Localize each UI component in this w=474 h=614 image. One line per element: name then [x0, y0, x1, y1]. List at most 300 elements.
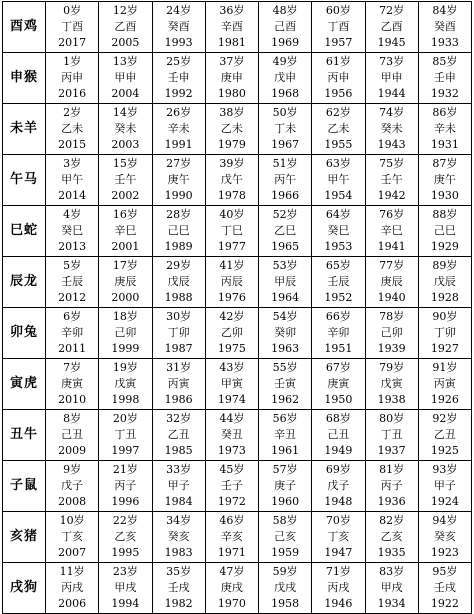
- table-cell: [99, 512, 152, 563]
- ganzhi-text: 戊辰: [167, 275, 190, 288]
- age-text: 21岁: [112, 463, 138, 476]
- year-text: 1936: [377, 495, 406, 508]
- year-text: 1970: [217, 597, 246, 610]
- year-text: 1994: [111, 597, 140, 610]
- ganzhi-text: 癸丑: [220, 428, 243, 441]
- year-text: 1986: [164, 393, 193, 406]
- year-text: 2002: [111, 189, 140, 202]
- year-text: 1944: [377, 87, 406, 100]
- year-text: 1934: [377, 597, 406, 610]
- ganzhi-text: 壬戌: [433, 581, 456, 594]
- age-text: 62岁: [325, 106, 351, 119]
- year-text: 1992: [164, 87, 193, 100]
- age-text: 64岁: [325, 208, 351, 221]
- age-text: 59岁: [272, 565, 298, 578]
- ganzhi-text: 庚寅: [61, 377, 84, 390]
- year-text: 1985: [164, 444, 193, 457]
- year-text: 1932: [430, 87, 459, 100]
- ganzhi-text: 癸巳: [61, 224, 84, 237]
- ganzhi-text: 壬辰: [61, 275, 84, 288]
- year-text: 1949: [324, 444, 353, 457]
- table-cell: [205, 155, 258, 206]
- table-cell: [365, 410, 418, 461]
- age-text: 9岁: [63, 463, 82, 476]
- age-text: 22岁: [112, 514, 138, 527]
- ganzhi-text: 戊子: [61, 479, 84, 492]
- age-text: 14岁: [112, 106, 138, 119]
- zodiac-label: 丑牛: [3, 410, 46, 461]
- year-text: 1988: [164, 291, 193, 304]
- table-cell: [152, 563, 205, 614]
- ganzhi-text: 乙巳: [274, 224, 297, 237]
- table-cell: [152, 206, 205, 257]
- table-cell: [259, 206, 312, 257]
- table-cell: [99, 2, 152, 53]
- ganzhi-text: 丁亥: [61, 530, 84, 543]
- table-row: [3, 308, 472, 359]
- ganzhi-text: 戊寅: [380, 377, 403, 390]
- year-text: 1922: [430, 597, 459, 610]
- table-cell: [259, 257, 312, 308]
- age-text: 39岁: [219, 157, 245, 170]
- year-text: 2000: [111, 291, 140, 304]
- age-text: 57岁: [272, 463, 298, 476]
- age-text: 72岁: [379, 4, 405, 17]
- year-text: 1971: [217, 546, 246, 559]
- year-text: 1927: [430, 342, 459, 355]
- table-cell: [365, 155, 418, 206]
- year-text: 1955: [324, 138, 353, 151]
- year-text: 1967: [271, 138, 300, 151]
- year-text: 1951: [324, 342, 353, 355]
- age-text: 52岁: [272, 208, 298, 221]
- ganzhi-text: 丙戌: [327, 581, 350, 594]
- ganzhi-text: 庚午: [433, 173, 456, 186]
- ganzhi-text: 己亥: [274, 530, 297, 543]
- table-cell: [312, 155, 365, 206]
- ganzhi-text: 戊辰: [433, 275, 456, 288]
- table-row: [3, 512, 472, 563]
- table-body: [3, 2, 472, 614]
- table-cell: [205, 563, 258, 614]
- zodiac-label: 戌狗: [3, 563, 46, 614]
- table-cell: [418, 563, 471, 614]
- table-cell: [152, 461, 205, 512]
- age-text: 87岁: [432, 157, 458, 170]
- ganzhi-text: 丙寅: [433, 377, 456, 390]
- year-text: 2016: [58, 87, 87, 100]
- ganzhi-text: 庚午: [167, 173, 190, 186]
- ganzhi-text: 庚申: [220, 71, 243, 84]
- table-cell: [152, 359, 205, 410]
- year-text: 1972: [217, 495, 246, 508]
- year-text: 1983: [164, 546, 193, 559]
- age-text: 35岁: [166, 565, 192, 578]
- table-cell: [46, 155, 99, 206]
- ganzhi-text: 癸酉: [167, 20, 190, 33]
- year-text: 1945: [377, 36, 406, 49]
- age-text: 7岁: [63, 361, 82, 374]
- table-cell: [205, 461, 258, 512]
- year-text: 1926: [430, 393, 459, 406]
- ganzhi-text: 癸亥: [433, 530, 456, 543]
- age-text: 91岁: [432, 361, 458, 374]
- year-text: 1966: [271, 189, 300, 202]
- age-text: 16岁: [112, 208, 138, 221]
- table-cell: [312, 206, 365, 257]
- year-text: 1930: [430, 189, 459, 202]
- table-cell: [312, 53, 365, 104]
- table-cell: [312, 512, 365, 563]
- ganzhi-text: 己卯: [114, 326, 137, 339]
- table-cell: [312, 461, 365, 512]
- age-text: 75岁: [379, 157, 405, 170]
- age-text: 19岁: [112, 361, 138, 374]
- ganzhi-text: 乙亥: [114, 530, 137, 543]
- age-text: 40岁: [219, 208, 245, 221]
- age-text: 4岁: [63, 208, 82, 221]
- ganzhi-text: 乙未: [220, 122, 243, 135]
- ganzhi-text: 甲午: [327, 173, 350, 186]
- age-text: 66岁: [325, 310, 351, 323]
- table-cell: [46, 563, 99, 614]
- table-cell: [205, 2, 258, 53]
- table-cell: [312, 2, 365, 53]
- year-text: 1937: [377, 444, 406, 457]
- ganzhi-text: 辛卯: [61, 326, 84, 339]
- table-row: [3, 155, 472, 206]
- table-cell: [99, 308, 152, 359]
- age-text: 30岁: [166, 310, 192, 323]
- age-text: 10岁: [59, 514, 85, 527]
- year-text: 2009: [58, 444, 87, 457]
- table-row: [3, 53, 472, 104]
- table-cell: [99, 563, 152, 614]
- age-text: 74岁: [379, 106, 405, 119]
- age-text: 90岁: [432, 310, 458, 323]
- table-cell: [46, 461, 99, 512]
- age-text: 94岁: [432, 514, 458, 527]
- ganzhi-text: 戊子: [327, 479, 350, 492]
- ganzhi-text: 丁丑: [114, 428, 137, 441]
- age-text: 76岁: [379, 208, 405, 221]
- ganzhi-text: 癸亥: [167, 530, 190, 543]
- zodiac-label: 卯兔: [3, 308, 46, 359]
- ganzhi-text: 甲子: [433, 479, 456, 492]
- ganzhi-text: 丁亥: [327, 530, 350, 543]
- year-text: 1987: [164, 342, 193, 355]
- age-text: 15岁: [112, 157, 138, 170]
- ganzhi-text: 丁酉: [327, 20, 350, 33]
- age-text: 29岁: [166, 259, 192, 272]
- age-text: 80岁: [379, 412, 405, 425]
- age-text: 53岁: [272, 259, 298, 272]
- age-text: 36岁: [219, 4, 245, 17]
- table-cell: [99, 53, 152, 104]
- ganzhi-text: 辛未: [433, 122, 456, 135]
- ganzhi-text: 乙亥: [380, 530, 403, 543]
- year-text: 2001: [111, 240, 140, 253]
- year-text: 1942: [377, 189, 406, 202]
- year-text: 1973: [217, 444, 246, 457]
- table-cell: [205, 512, 258, 563]
- year-text: 1954: [324, 189, 353, 202]
- ganzhi-text: 壬辰: [327, 275, 350, 288]
- age-text: 84岁: [432, 4, 458, 17]
- ganzhi-text: 壬午: [380, 173, 403, 186]
- table-cell: [418, 2, 471, 53]
- table-cell: [365, 359, 418, 410]
- table-cell: [312, 308, 365, 359]
- ganzhi-text: 戊寅: [114, 377, 137, 390]
- year-text: 2013: [58, 240, 87, 253]
- age-text: 82岁: [379, 514, 405, 527]
- table-cell: [312, 563, 365, 614]
- ganzhi-text: 丁卯: [433, 326, 456, 339]
- table-cell: [205, 359, 258, 410]
- ganzhi-text: 丙申: [327, 71, 350, 84]
- year-text: 1959: [271, 546, 300, 559]
- table-cell: [46, 2, 99, 53]
- ganzhi-text: 丙辰: [220, 275, 243, 288]
- age-text: 25岁: [166, 55, 192, 68]
- ganzhi-text: 丙子: [380, 479, 403, 492]
- year-text: 1961: [271, 444, 300, 457]
- table-cell: [365, 206, 418, 257]
- age-text: 54岁: [272, 310, 298, 323]
- ganzhi-text: 戊申: [274, 71, 297, 84]
- ganzhi-text: 甲寅: [220, 377, 243, 390]
- ganzhi-text: 丙子: [114, 479, 137, 492]
- table-cell: [99, 359, 152, 410]
- year-text: 1956: [324, 87, 353, 100]
- table-cell: [365, 104, 418, 155]
- ganzhi-text: 庚寅: [327, 377, 350, 390]
- table-cell: [46, 53, 99, 104]
- table-row: [3, 359, 472, 410]
- year-text: 1962: [271, 393, 300, 406]
- table-row: [3, 104, 472, 155]
- table-cell: [46, 206, 99, 257]
- year-text: 1981: [217, 36, 246, 49]
- ganzhi-text: 甲戌: [380, 581, 403, 594]
- year-text: 2017: [58, 36, 87, 49]
- year-text: 1938: [377, 393, 406, 406]
- table-cell: [312, 257, 365, 308]
- year-text: 1995: [111, 546, 140, 559]
- age-text: 8岁: [63, 412, 82, 425]
- table-cell: [312, 410, 365, 461]
- table-cell: [99, 206, 152, 257]
- table-cell: [418, 461, 471, 512]
- age-text: 12岁: [112, 4, 138, 17]
- ganzhi-text: 己丑: [327, 428, 350, 441]
- ganzhi-text: 甲子: [167, 479, 190, 492]
- age-text: 37岁: [219, 55, 245, 68]
- zodiac-label: 子鼠: [3, 461, 46, 512]
- table-cell: [365, 257, 418, 308]
- ganzhi-text: 丁酉: [61, 20, 84, 33]
- age-text: 46岁: [219, 514, 245, 527]
- table-cell: [152, 104, 205, 155]
- ganzhi-text: 戊午: [220, 173, 243, 186]
- table-cell: [46, 359, 99, 410]
- ganzhi-text: 乙酉: [114, 20, 137, 33]
- table-cell: [46, 308, 99, 359]
- table-cell: [365, 53, 418, 104]
- age-text: 23岁: [112, 565, 138, 578]
- year-text: 1969: [271, 36, 300, 49]
- table-cell: [418, 308, 471, 359]
- age-text: 71岁: [325, 565, 351, 578]
- table-cell: [99, 461, 152, 512]
- ganzhi-text: 癸卯: [274, 326, 297, 339]
- ganzhi-text: 壬申: [433, 71, 456, 84]
- table-cell: [99, 410, 152, 461]
- age-text: 2岁: [63, 106, 82, 119]
- year-text: 1931: [430, 138, 459, 151]
- ganzhi-text: 壬午: [114, 173, 137, 186]
- year-text: 1960: [271, 495, 300, 508]
- ganzhi-text: 庚子: [274, 479, 297, 492]
- age-text: 34岁: [166, 514, 192, 527]
- table-cell: [259, 461, 312, 512]
- year-text: 1974: [217, 393, 246, 406]
- table-cell: [259, 53, 312, 104]
- year-text: 2007: [58, 546, 87, 559]
- year-text: 1940: [377, 291, 406, 304]
- table-cell: [46, 257, 99, 308]
- year-text: 1952: [324, 291, 353, 304]
- year-text: 1953: [324, 240, 353, 253]
- age-text: 5岁: [63, 259, 82, 272]
- table-cell: [418, 512, 471, 563]
- table-cell: [152, 155, 205, 206]
- age-text: 92岁: [432, 412, 458, 425]
- age-text: 45岁: [219, 463, 245, 476]
- age-text: 47岁: [219, 565, 245, 578]
- age-text: 73岁: [379, 55, 405, 68]
- age-text: 3岁: [63, 157, 82, 170]
- table-row: [3, 410, 472, 461]
- table-cell: [205, 257, 258, 308]
- ganzhi-text: 己巳: [167, 224, 190, 237]
- ganzhi-text: 辛未: [167, 122, 190, 135]
- age-text: 85岁: [432, 55, 458, 68]
- age-text: 26岁: [166, 106, 192, 119]
- age-text: 93岁: [432, 463, 458, 476]
- table-cell: [99, 155, 152, 206]
- table-cell: [259, 2, 312, 53]
- table-cell: [205, 53, 258, 104]
- age-text: 41岁: [219, 259, 245, 272]
- year-text: 1948: [324, 495, 353, 508]
- table-cell: [99, 257, 152, 308]
- year-text: 1923: [430, 546, 459, 559]
- age-text: 68岁: [325, 412, 351, 425]
- zodiac-label: 辰龙: [3, 257, 46, 308]
- ganzhi-text: 辛亥: [220, 530, 243, 543]
- age-text: 61岁: [325, 55, 351, 68]
- year-text: 1933: [430, 36, 459, 49]
- year-text: 1978: [217, 189, 246, 202]
- year-text: 1979: [217, 138, 246, 151]
- year-text: 2005: [111, 36, 140, 49]
- age-text: 18岁: [112, 310, 138, 323]
- year-text: 1993: [164, 36, 193, 49]
- zodiac-label: 巳蛇: [3, 206, 46, 257]
- ganzhi-text: 癸酉: [433, 20, 456, 33]
- zodiac-age-table: [2, 1, 472, 614]
- age-text: 95岁: [432, 565, 458, 578]
- table-cell: [46, 512, 99, 563]
- ganzhi-text: 癸未: [380, 122, 403, 135]
- ganzhi-text: 癸未: [114, 122, 137, 135]
- ganzhi-text: 丁未: [274, 122, 297, 135]
- age-text: 13岁: [112, 55, 138, 68]
- year-text: 1968: [271, 87, 300, 100]
- table-cell: [365, 512, 418, 563]
- year-text: 2008: [58, 495, 87, 508]
- table-cell: [312, 359, 365, 410]
- age-text: 49岁: [272, 55, 298, 68]
- year-text: 1964: [271, 291, 300, 304]
- table-cell: [205, 104, 258, 155]
- table-cell: [205, 206, 258, 257]
- table-cell: [418, 410, 471, 461]
- age-text: 27岁: [166, 157, 192, 170]
- age-text: 24岁: [166, 4, 192, 17]
- age-text: 63岁: [325, 157, 351, 170]
- ganzhi-text: 丁卯: [167, 326, 190, 339]
- table-cell: [365, 308, 418, 359]
- ganzhi-text: 壬子: [220, 479, 243, 492]
- year-text: 1999: [111, 342, 140, 355]
- ganzhi-text: 乙未: [327, 122, 350, 135]
- ganzhi-text: 乙酉: [380, 20, 403, 33]
- year-text: 1928: [430, 291, 459, 304]
- zodiac-label: 酉鸡: [3, 2, 46, 53]
- table-row: [3, 2, 472, 53]
- table-cell: [46, 410, 99, 461]
- table-cell: [259, 104, 312, 155]
- age-text: 83岁: [379, 565, 405, 578]
- ganzhi-text: 己巳: [433, 224, 456, 237]
- year-text: 1947: [324, 546, 353, 559]
- zodiac-label: 亥猪: [3, 512, 46, 563]
- ganzhi-text: 丙午: [274, 173, 297, 186]
- ganzhi-text: 戊戌: [274, 581, 297, 594]
- year-text: 1977: [217, 240, 246, 253]
- zodiac-label: 午马: [3, 155, 46, 206]
- year-text: 1963: [271, 342, 300, 355]
- table-cell: [152, 53, 205, 104]
- year-text: 1941: [377, 240, 406, 253]
- age-text: 88岁: [432, 208, 458, 221]
- table-cell: [418, 359, 471, 410]
- age-text: 58岁: [272, 514, 298, 527]
- table-cell: [365, 461, 418, 512]
- ganzhi-text: 丙申: [61, 71, 84, 84]
- age-text: 69岁: [325, 463, 351, 476]
- zodiac-label: 寅虎: [3, 359, 46, 410]
- age-text: 33岁: [166, 463, 192, 476]
- table-row: [3, 206, 472, 257]
- zodiac-label: 未羊: [3, 104, 46, 155]
- age-text: 50岁: [272, 106, 298, 119]
- year-text: 1935: [377, 546, 406, 559]
- ganzhi-text: 丙戌: [61, 581, 84, 594]
